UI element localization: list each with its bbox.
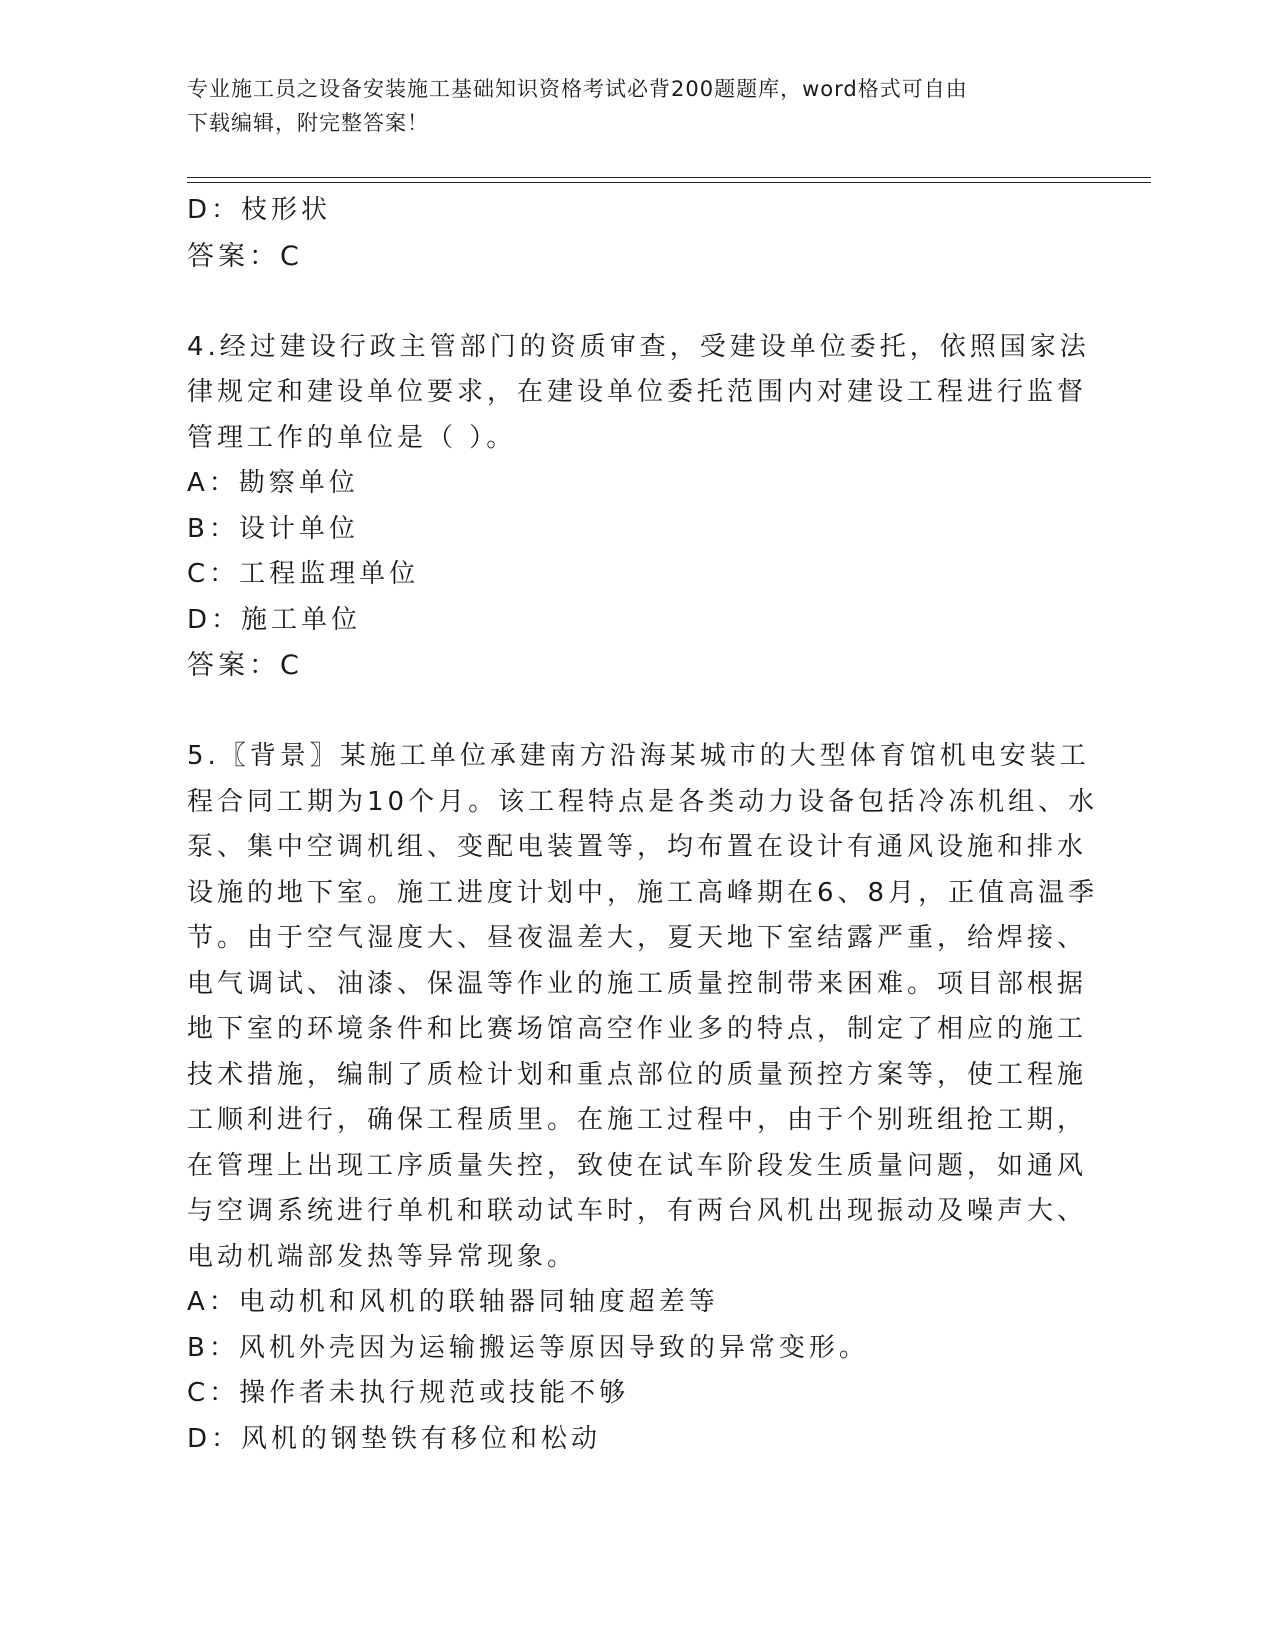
q5-option-d: D：风机的钢垫铁有移位和松动 [187,1423,602,1454]
q4-stem-line: 律规定和建设单位要求，在建设单位委托范围内对建设工程进行监督 [187,377,1088,407]
q4-stem-line: 4.经过建设行政主管部门的资质审查，受建设单位委托，依照国家法 [187,331,1090,362]
q3-answer: 答案：C [187,240,303,272]
q5-stem-line: 设施的地下室。施工进度计划中，施工高峰期在6、8月，正值高温季 [187,877,1099,908]
q4-option-c: C：工程监理单位 [187,559,420,589]
q5-stem-line: 技术措施，编制了质检计划和重点部位的质量预控方案等，使工程施 [187,1059,1088,1090]
q5-stem-line: 与空调系统进行单机和联动试车时，有两台风机出现振动及噪声大、 [187,1196,1088,1226]
q5-stem-line: 节。由于空气湿度大、昼夜温差大，夏天地下室结露严重，给焊接、 [187,923,1088,953]
spacer [187,689,1087,735]
header-line-1: 专业施工员之设备安装施工基础知识资格考试必背200题题库，word格式可自由 [187,77,968,101]
q5-option-c: C：操作者未执行规范或技能不够 [187,1378,630,1408]
spacer [187,279,1087,325]
q4-option-b: B：设计单位 [187,513,359,544]
q5-stem-line: 地下室的环境条件和比赛场馆高空作业多的特点，制定了相应的施工 [187,1014,1088,1044]
question-3-tail [187,188,1087,279]
question-content [187,188,1099,1462]
q5-stem-line: 工顺利进行，确保工程质里。在施工过程中，由于个别班组抢工期， [187,1105,1088,1135]
q4-answer: 答案：C [187,650,303,681]
q5-option-b: B：风机外壳因为运输搬运等原因导致的异常变形。 [187,1332,869,1363]
header-line-2: 下载编辑，附完整答案！ [187,111,429,135]
q5-stem-line: 电气调试、油漆、保温等作业的施工质量控制带来困难。项目部根据 [187,968,1088,999]
question-4 [187,325,1090,689]
q5-stem-line: 电动机端部发热等异常现象。 [187,1241,578,1272]
header-rule-top [187,177,1151,178]
q4-option-d: D：施工单位 [187,604,362,635]
q5-stem-line: 泵、集中空调机组、变配电装置等，均布置在设计有通风设施和排水 [187,832,1088,862]
q4-stem-line: 管理工作的单位是（ ）。 [187,422,517,453]
q5-stem-line: 5.〖背景〗某施工单位承建南方沿海某城市的大型体育馆机电安装工 [187,741,1090,771]
q5-stem-line: 程合同工期为10个月。该工程特点是各类动力设备包括冷冻机组、水 [187,786,1099,817]
q3-option-d: D：枝形状 [187,195,332,225]
page-header [187,72,1067,140]
q5-option-a: A：电动机和风机的联轴器同轴度超差等 [187,1287,719,1317]
q5-stem-line: 在管理上出现工序质量失控，致使在试车阶段发生质量问题，如通风 [187,1150,1088,1181]
header-rule-bottom [187,182,1151,183]
question-5 [187,734,1099,1462]
q4-option-a: A：勘察单位 [187,468,359,498]
